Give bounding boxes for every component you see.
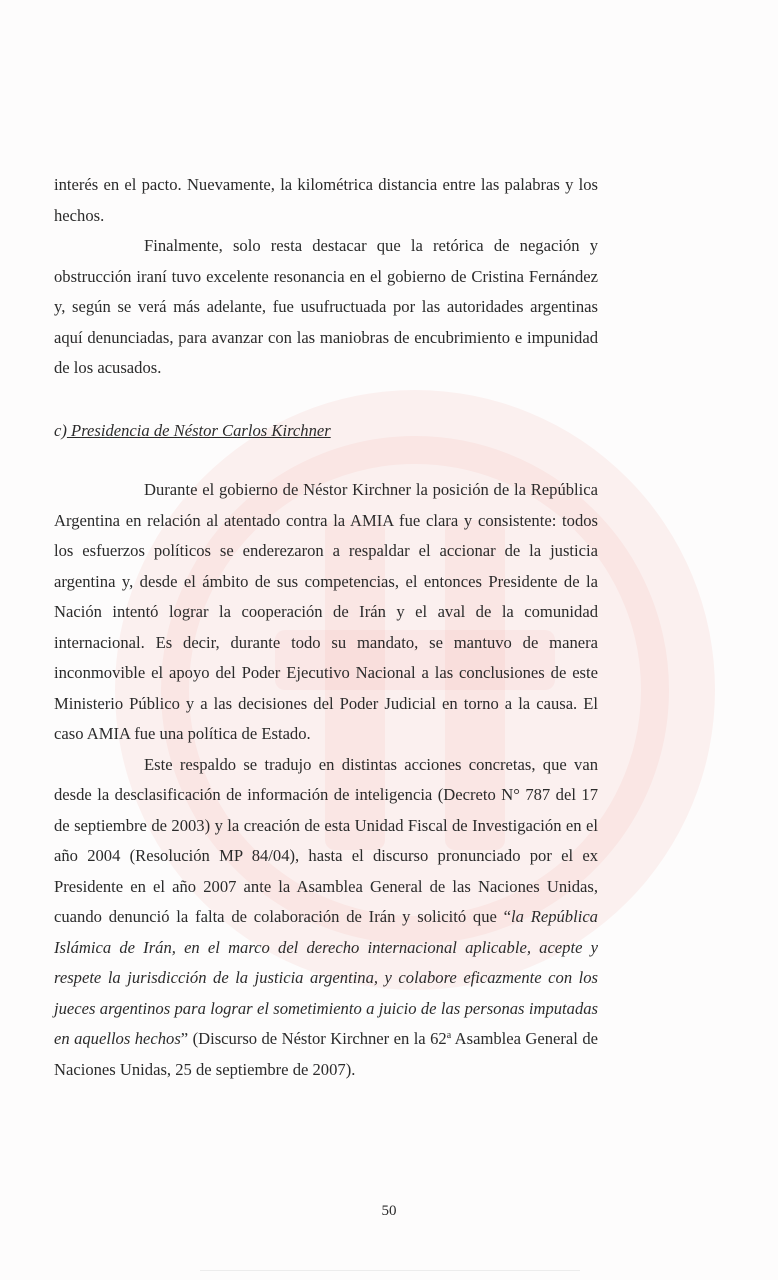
text-section-top xyxy=(54,170,598,384)
bottom-scan-edge xyxy=(200,1270,580,1271)
text-section-main xyxy=(54,475,598,1085)
paragraph-respaldo-tail: Asamblea General de Naciones Unidas, 25 de septiembre de 2007). xyxy=(54,1029,598,1079)
section-heading-label: c) xyxy=(54,421,67,440)
ordinal-suffix: a xyxy=(446,1030,452,1041)
paragraph-continuation: interés en el pacto. Nuevamente, la kilométrica distancia entre las palabras y los hechos. xyxy=(54,175,598,225)
section-heading xyxy=(54,416,331,446)
paragraph-respaldo-after-quote: ” (Discurso de Néstor Kirchner en la 62 xyxy=(180,1029,447,1048)
un-speech-quote: la República Islámica de Irán, en el marco del derecho internacional aplicable, acepte y respete la jurisdicción de la justicia argentina, y colabore eficazmente con los jueces argentinos para lograr el sometimiento a juicio de las personas imputadas en aquellos hechos xyxy=(54,907,598,1048)
paragraph-durante: Durante el gobierno de Néstor Kirchner la posición de la República Argentina en relación al atentado contra la AMIA fue clara y consistente: todos los esfuerzos políticos se enderezaron a respaldar el accionar de la justicia argentina y, desde el ámbito de sus competencias, el entonces Presidente de la Nación intentó lograr la cooperación de Irán y el aval de la comunidad internacional. Es decir, durante todo su mandato, se mantuvo de manera inconmovible el apoyo del Poder Ejecutivo Nacional a las conclusiones de este Ministerio Público y a las decisiones del Poder Judicial en torno a la causa. El caso AMIA fue una política de Estado. xyxy=(54,480,598,743)
paragraph-respaldo xyxy=(54,750,598,1086)
section-heading-title: Presidencia de Néstor Carlos Kirchner xyxy=(66,421,331,440)
paragraph-respaldo-lead: Este respaldo se tradujo en distintas acciones concretas, que van desde la desclasificación de información de inteligencia (Decreto N° 787 del 17 de septiembre de 2003) y la creación de esta Unidad Fiscal de Investigación en el año 2004 (Resolución MP 84/04), hasta el discurso pronunciado por el ex Presidente en el año 2007 ante la Asamblea General de las Naciones Unidas, cuando denunció la falta de colaboración de Irán y solicitó que “ xyxy=(54,754,598,926)
paragraph-finalmente: Finalmente, solo resta destacar que la retórica de negación y obstrucción iraní tuvo excelente resonancia en el gobierno de Cristina Fernández y, según se verá más adelante, fue usufructuada por las autoridades argentinas aquí denunciadas, para avanzar con las maniobras de encubrimiento e impunidad de los acusados. xyxy=(54,236,598,377)
page-number: 50 xyxy=(381,1203,397,1219)
